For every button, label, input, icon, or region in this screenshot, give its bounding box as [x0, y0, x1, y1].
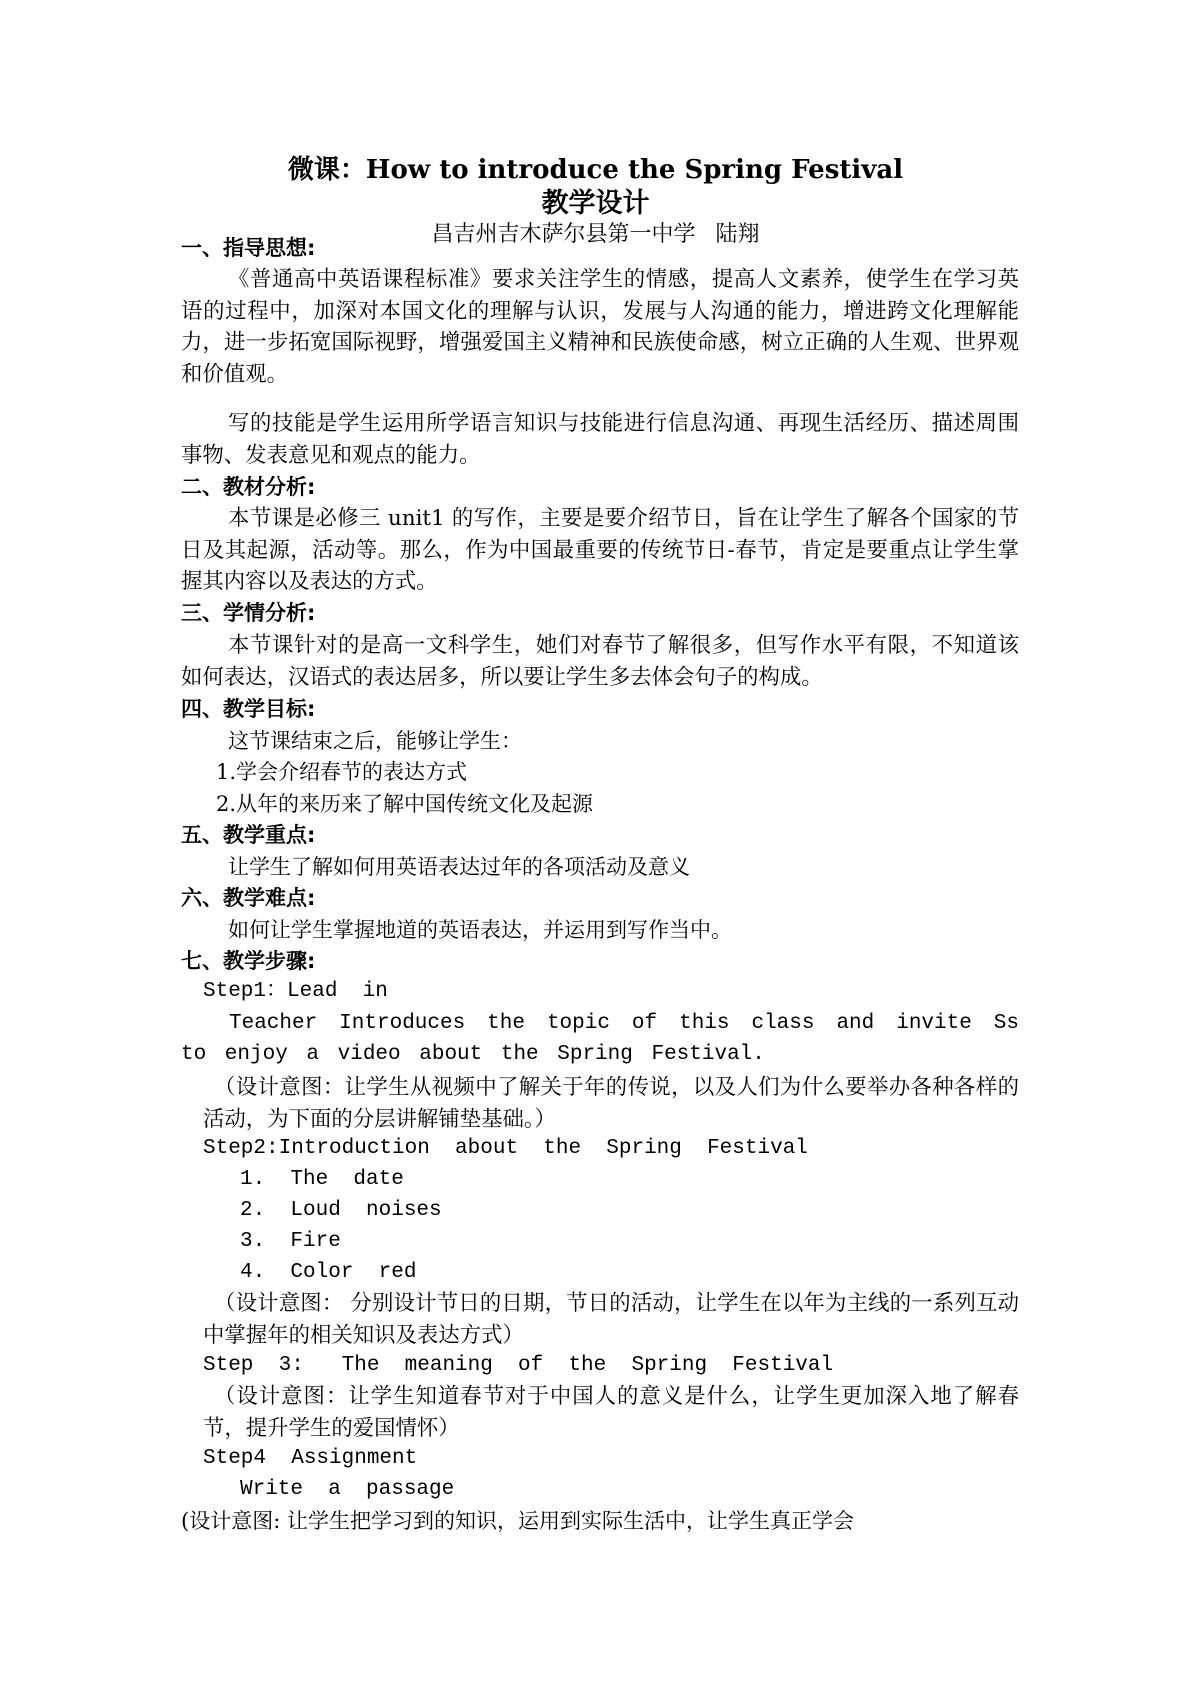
section-heading-teaching-steps: 七、教学步骤: [181, 949, 316, 973]
author-line [0, 219, 1191, 251]
section-heading-guiding-thought: 一、指导思想: [181, 236, 316, 260]
step2-design-note: （设计意图： 分别设计节日的日期，节日的活动，让学生在以年为主线的一系列互动中掌握年的相关知识及表达方式） [203, 1291, 1019, 1348]
difficulties-text: 如何让学生掌握地道的英语表达，并运用到写作当中。 [228, 918, 732, 942]
step1-title: Step1：Lead in [203, 980, 388, 1003]
step4-design-note: (设计意图: 让学生把学习到的知识，运用到实际生活中，让学生真正学会 [181, 1509, 854, 1533]
step2-list-item: 2. Loud noises [240, 1199, 442, 1222]
student-analysis-paragraph: 本节课针对的是高一文科学生，她们对春节了解很多，但写作水平有限，不知道该如何表达，汉语式的表达居多，所以要让学生多去体会句子的构成。 [181, 633, 1019, 690]
section-heading-difficulties: 六、教学难点: [181, 886, 316, 910]
section-heading-student-analysis: 三、学情分析: [181, 601, 316, 625]
step1-text: Teacher Introduces the topic of this class and invite Ss to enjoy a video about the Spring Festival. [181, 1012, 1019, 1066]
teaching-goal-item: 2.从年的来历来了解中国传统文化及起源 [216, 792, 594, 816]
step3-design-note: （设计意图：让学生知道春节对于中国人的意义是什么，让学生更加深入地了解春节，提升学生的爱国情怀） [203, 1384, 1019, 1441]
key-points-text: 让学生了解如何用英语表达过年的各项活动及意义 [228, 855, 690, 879]
section-heading-key-points: 五、教学重点: [181, 823, 316, 847]
step4-title: Step4 Assignment [203, 1447, 418, 1470]
step4-text: Write a passage [240, 1478, 455, 1501]
document-subtitle: 教学设计 [541, 188, 650, 219]
textbook-analysis-paragraph: 本节课是必修三 unit1 的写作，主要是要介绍节日，旨在让学生了解各个国家的节日及其起源，活动等。那么，作为中国最重要的传统节日-春节，肯定是要重点让学生掌握其内容以及表达的方式。 [181, 506, 1019, 595]
section-heading-textbook-analysis: 二、教材分析: [181, 475, 316, 499]
teaching-goal-item: 1.学会介绍春节的表达方式 [216, 760, 468, 784]
school-name: 昌吉州吉木萨尔县第一中学 [431, 222, 696, 247]
step3-title: Step 3: The meaning of the Spring Festival [203, 1354, 834, 1377]
guiding-thought-paragraph-1: 《普通高中英语课程标准》要求关注学生的情感，提高人文素养，使学生在学习英语的过程中，加深对本国文化的理解与认识，发展与人沟通的能力，增进跨文化理解能力，进一步拓宽国际视野，增强爱国主义精神和民族使命感，树立正确的人生观、世界观和价值观。 [181, 267, 1019, 387]
document-title: 微课：How to introduce the Spring Festival [287, 155, 904, 185]
step2-list-item: 3. Fire [240, 1230, 341, 1253]
step2-list-item: 1. The date [240, 1168, 404, 1191]
section-heading-teaching-goals: 四、教学目标: [181, 697, 316, 721]
step2-list-item: 4. Color red [240, 1261, 417, 1284]
step1-design-note: （设计意图：让学生从视频中了解关于年的传说，以及人们为什么要举办各种各样的活动，为下面的分层讲解铺垫基础。） [203, 1075, 1019, 1132]
author-name: 陆翔 [715, 222, 760, 247]
step2-title: Step2:Introduction about the Spring Festival [203, 1137, 808, 1160]
teaching-goals-intro: 这节课结束之后，能够让学生： [228, 729, 522, 753]
guiding-thought-paragraph-2: 写的技能是学生运用所学语言知识与技能进行信息沟通、再现生活经历、描述周围事物、发表意见和观点的能力。 [181, 411, 1019, 468]
